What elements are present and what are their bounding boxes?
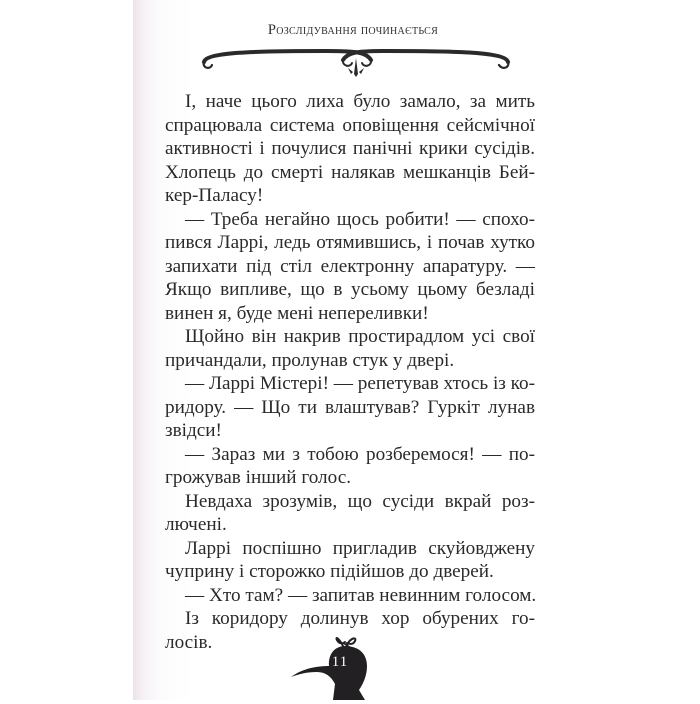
body-text	[165, 90, 535, 654]
text-line: лючені.	[165, 514, 227, 535]
text-line: Щойно він накрив простирадлом усі свої	[185, 326, 535, 347]
book-page	[133, 0, 573, 700]
text-line: активності і почулися панічні крики сусідів.	[165, 138, 535, 159]
scroll-divider-icon	[196, 46, 516, 80]
text-line: винен я, буде мені непереливки!	[165, 302, 429, 324]
text-line: Ларрі поспішно пригладив скуйовджену	[185, 537, 535, 559]
text-line: кер-Паласу!	[165, 185, 264, 206]
text-line: пився Ларрі, ледь отямившись, і почав хутко	[165, 232, 535, 253]
running-head: Розслідування починається	[267, 22, 439, 38]
text-line: Хлопець до смерті налякав мешканців Бей-	[165, 161, 535, 183]
text-line: Невдаха зрозумів, що сусіди вкрай роз-	[185, 490, 535, 512]
text-line: — Треба негайно щось робити! — спохо-	[185, 208, 535, 230]
text-line: звідси!	[165, 420, 222, 441]
text-line: спрацювала система оповіщення сейсмічної	[165, 114, 535, 136]
text-line: — Хто там? — запитав невинним голосом.	[185, 584, 537, 606]
text-line: причандали, пролунав стук у двері.	[165, 349, 455, 371]
text-line: грожував інший голос.	[165, 467, 352, 488]
text-line: чуприну і сторожко підійшов до дверей.	[165, 561, 494, 582]
page-number: 11	[331, 654, 349, 670]
text-line: Якщо випливе, що в усьому цьому безладі	[165, 279, 535, 300]
text-line: лосів.	[165, 631, 213, 653]
text-line: — Ларрі Містері! — репетував хтось із ко-	[185, 373, 535, 394]
text-line: І, наче цього лиха було замало, за мить	[185, 91, 535, 112]
folio	[273, 632, 393, 700]
text-line: Із коридору долинув хор обурених го-	[185, 608, 535, 629]
text-line: — Зараз ми з тобою розберемося! — по-	[185, 443, 535, 465]
text-line: запихати під стіл електронну апаратуру. —	[165, 255, 535, 277]
text-line: ридору. — Що ти влаштував? Гуркіт лунав	[165, 396, 535, 418]
